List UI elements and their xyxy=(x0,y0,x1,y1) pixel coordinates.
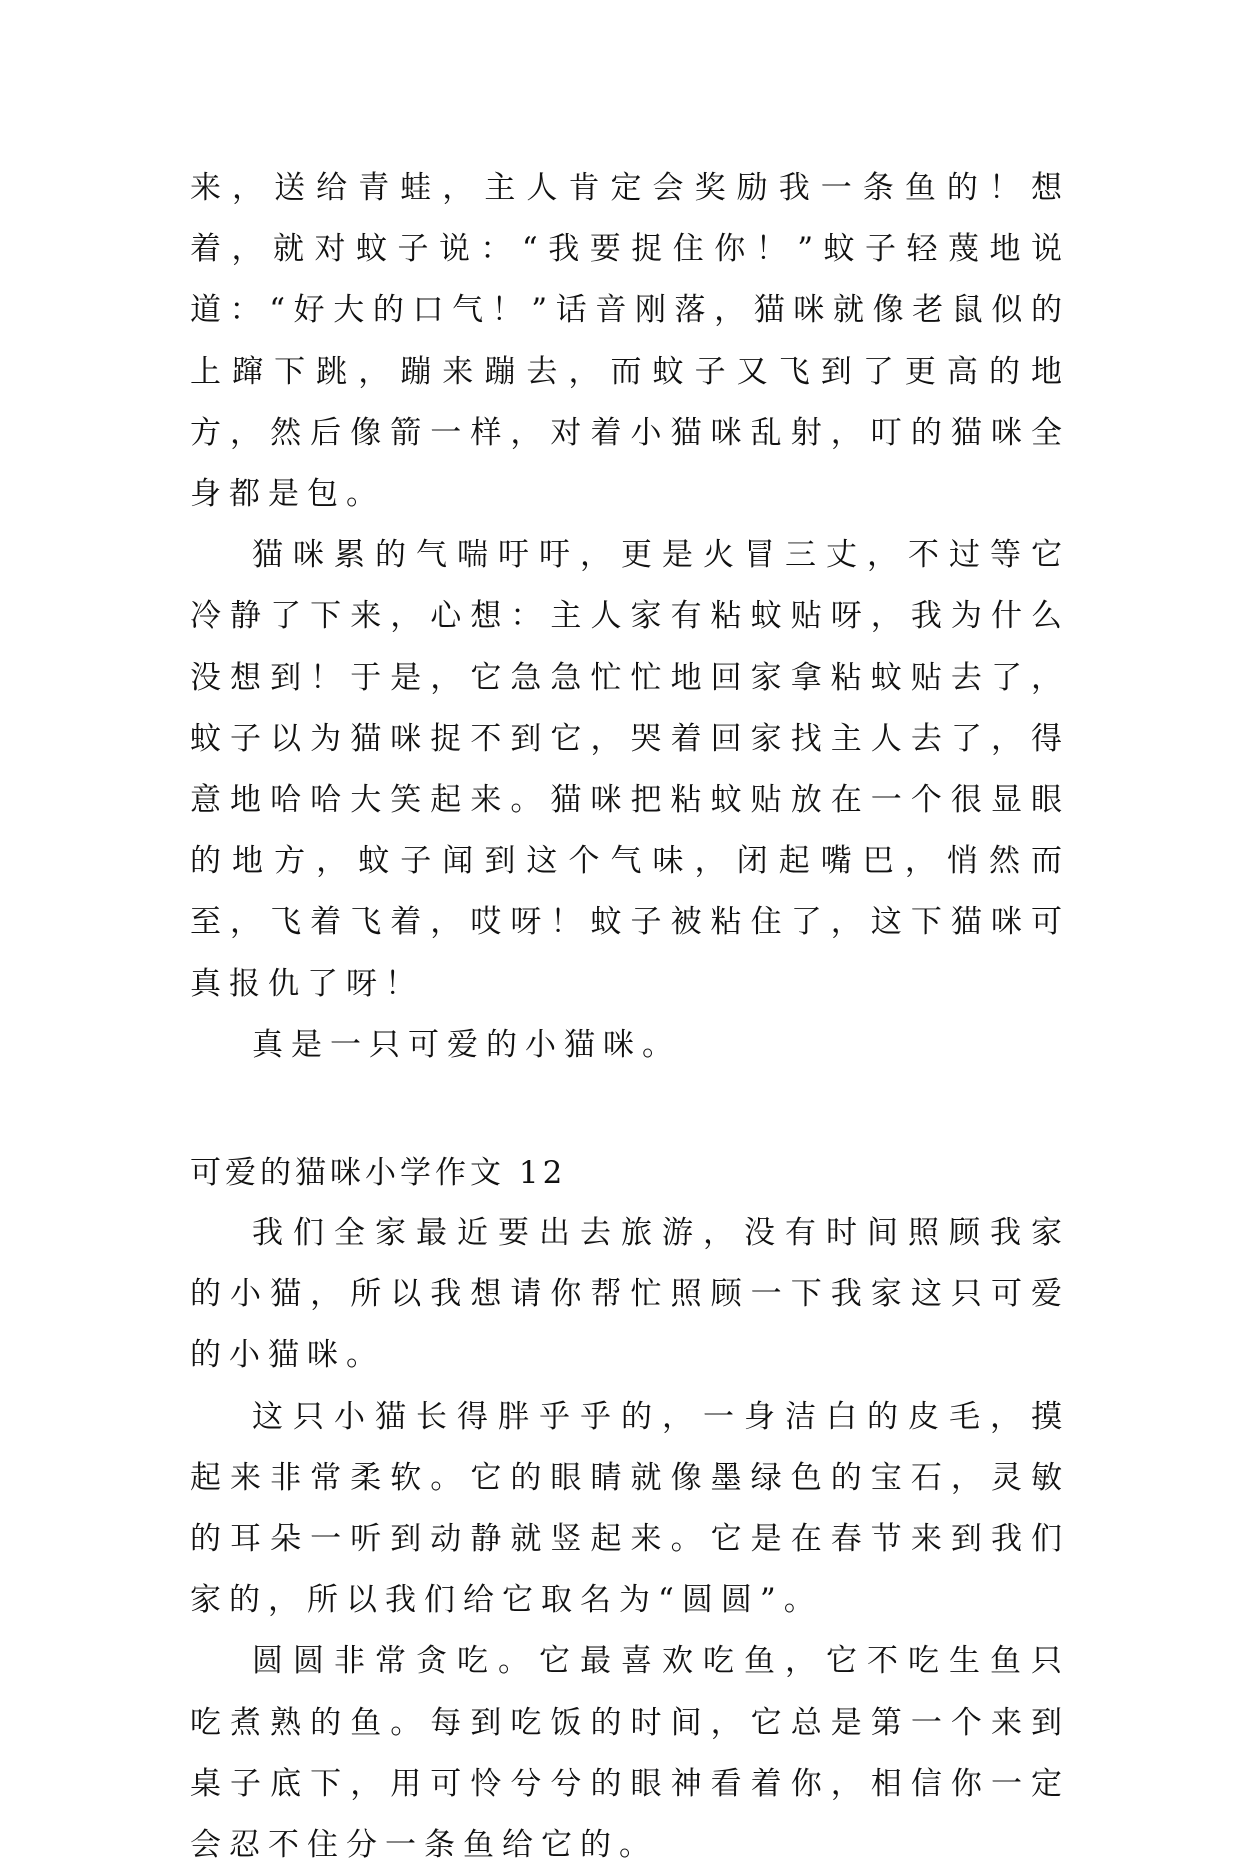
story-b-paragraph-2: 这只小猫长得胖乎乎的，一身洁白的皮毛，摸起来非常柔软。它的眼睛就像墨绿色的宝石，灵敏的耳朵一听到动静就竖起来。它是在春节来到我们家的，所以我们给它取名为“圆圆”。 xyxy=(190,1398,1070,1619)
story-a-paragraph-2: 猫咪累的气喘吁吁，更是火冒三丈，不过等它冷静了下来，心想：主人家有粘蚊贴呀，我为什么没想到！于是，它急急忙忙地回家拿粘蚊贴去了，蚊子以为猫咪捉不到它，哭着回家找主人去了，得意地哈哈大笑起来。猫咪把粘蚊贴放在一个很显眼的地方，蚊子闻到这个气味，闭起嘴巴，悄然而至，飞着飞着，哎呀！蚊子被粘住了，这下猫咪可真报仇了呀！ xyxy=(190,537,1070,1002)
story-a-paragraph-1: 来，送给青蛙，主人肯定会奖励我一条鱼的！想着，就对蚊子说：“我要捉住你！”蚊子轻蔑地说道：“好大的口气！”话音刚落，猫咪就像老鼠似的上蹿下跳，蹦来蹦去，而蚊子又飞到了更高的地方，然后像箭一样，对着小猫咪乱射，叮的猫咪全身都是包。 xyxy=(190,170,1070,513)
document-body xyxy=(190,158,1070,1876)
essay-title: 可爱的猫咪小学作文 12 xyxy=(190,1155,567,1192)
story-b-paragraph-1: 我们全家最近要出去旅游，没有时间照顾我家的小猫，所以我想请你帮忙照顾一下我家这只可爱的小猫咪。 xyxy=(190,1215,1070,1374)
section-gap xyxy=(190,1076,1070,1143)
story-a-paragraph-3: 真是一只可爱的小猫咪。 xyxy=(252,1026,681,1063)
story-b-paragraph-3: 圆圆非常贪吃。它最喜欢吃鱼，它不吃生鱼只吃煮熟的鱼。每到吃饭的时间，它总是第一个来到桌子底下，用可怜兮兮的眼神看着你，相信你一定会忍不住分一条鱼给它的。 xyxy=(190,1643,1070,1864)
